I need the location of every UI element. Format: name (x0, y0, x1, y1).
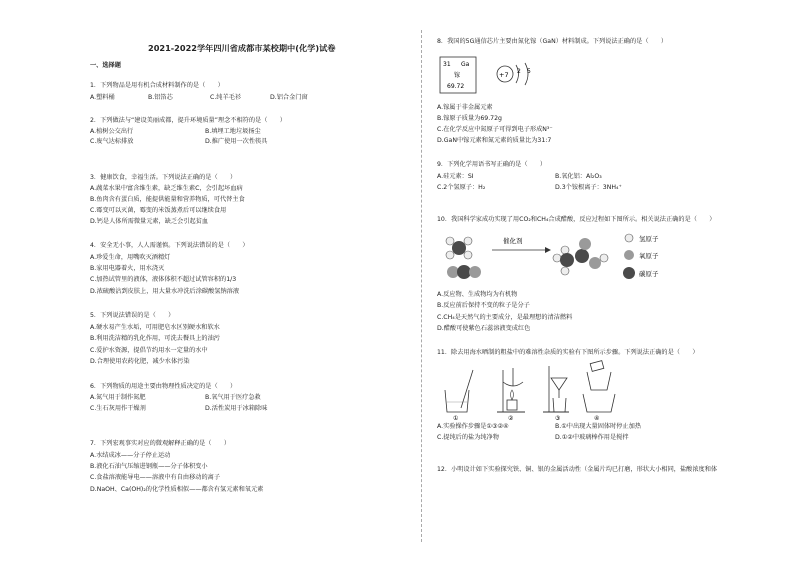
question-7-option-b: B.液化石油气压缩进钢瓶——分子体积变小 (90, 463, 208, 470)
question-9-option-c: C.2个氢原子：H₂ (437, 184, 486, 191)
apparatus-label-1: ① (453, 415, 459, 422)
question-3-option-c: C.霉变可以灭菌，霉变的米饭蒸煮后可以继续食用 (90, 207, 227, 214)
question-4-option-d: D.浓硫酸沾到皮肤上，用大量水冲洗后涂碳酸氢钠溶液 (90, 288, 240, 295)
nucleus-charge: +7 (499, 71, 509, 79)
legend-oxygen-label: 氧原子 (639, 252, 659, 260)
question-1-option-d: D.铝合金门窗 (270, 94, 308, 101)
question-1-option-c: C.纯羊毛衫 (210, 94, 242, 101)
element-number: 31 (443, 61, 451, 68)
question-2-option-a: A.植树公交出行 (90, 128, 134, 135)
question-12-stem: 12．小明设计如下实验探究铁、铜、银的金属活动性（金属片均已打磨，形状大小相同，盐酸浓度和体 (437, 466, 718, 473)
legend-oxygen-marker (624, 250, 634, 260)
question-4-option-c: C.加热试管里的液体，液体体积不超过试管容积的1/3 (90, 276, 237, 283)
question-10-option-d: D.醋酸可使紫色石蕊溶液变成红色 (437, 325, 531, 332)
question-1-option-a: A.塑料桶 (90, 94, 115, 101)
question-3-option-d: D.钙是人体所需微量元素，缺乏会引起贫血 (90, 218, 209, 225)
question-6-stem: 6．下列物质的用途主要由物理性质决定的是（ ） (90, 383, 237, 390)
question-9-option-b: B.氧化铝：Al₂O₃ (555, 173, 602, 180)
right-column (425, 0, 794, 562)
element-mass: 69.72 (447, 83, 465, 90)
apparatus-label-3: ③ (555, 415, 561, 422)
question-1-option-b: B.铝箔芯 (148, 94, 173, 101)
question-3-stem: 3．健康饮食，幸福生活。下列说法正确的是（ ） (90, 174, 237, 181)
legend (623, 234, 659, 279)
question-2-option-c: C.废气达标排放 (90, 138, 134, 145)
section-heading: 一、选择题 (90, 62, 121, 69)
question-7-option-c: C.食盐溶液能导电——溶液中有自由移动的离子 (90, 474, 221, 481)
lab-apparatus-figure (441, 360, 621, 424)
question-9-stem: 9．下列化学用语书写正确的是（ ） (437, 161, 547, 168)
apparatus-filter (543, 366, 569, 422)
page-title: 2021-2022学年四川省成都市某校期中(化学)试卷 (148, 43, 336, 53)
question-5-stem: 5．下列说法错误的是（ ） (90, 312, 175, 319)
question-4-stem: 4．安全无小事，人人需谨慎。下列说法错误的是（ ） (90, 242, 249, 249)
question-11-option-c: C.提纯后的盐为纯净物 (437, 434, 499, 441)
question-4-option-b: B.家用电器着火，用水浇灭 (90, 265, 165, 272)
question-7-option-d: D.NaOH、Ca(OH)₂的化学性质相似——都含有氢元素和氧元素 (90, 486, 264, 493)
legend-carbon-label: 碳原子 (639, 270, 659, 278)
question-9-option-d: D.3个铵根离子：3NH₄⁺ (555, 184, 622, 191)
shell-1-electrons: 2 (517, 68, 521, 75)
shell-2-electrons: 5 (527, 68, 531, 75)
question-6-option-b: B.氧气用于医疗急救 (205, 394, 261, 401)
arrow-head (545, 247, 551, 253)
reactant-methane (446, 237, 472, 259)
legend-hydrogen-marker (625, 234, 633, 242)
question-11-option-d: D.①②中玻璃棒作用是搅拌 (555, 434, 629, 441)
question-10-option-b: B.反应前后保持不变的粒子是分子 (437, 302, 530, 309)
apparatus-label-4: ④ (594, 415, 600, 422)
column-divider (421, 30, 422, 542)
legend-carbon-marker (623, 267, 635, 279)
question-4-option-a: A.珍爱生命，用嘴吹灭酒精灯 (90, 254, 171, 261)
question-7-option-a: A.水结成冰——分子停止运动 (90, 452, 171, 459)
question-10-stem: 10．我国科学家成功实现了用CO₂和CH₄合成醋酸，反应过程如下图所示。相关说法正确的是（ ） (437, 216, 716, 223)
element-symbol: Ga (461, 61, 470, 68)
question-1-stem: 1．下列物品是用有机合成材料制作的是（ ） (90, 82, 224, 89)
question-5-option-d: D.合理使用农药化肥，减少水体污染 (90, 358, 190, 365)
question-9-option-a: A.硅元素：SI (437, 173, 474, 180)
question-6-option-a: A.氮气用于制作氮肥 (90, 394, 146, 401)
question-2-option-b: B.填埋工地垃圾扬尘 (205, 128, 261, 135)
apparatus-evaporate (497, 368, 525, 422)
question-2-stem: 2．下列做法与“建设美丽成都，提升环境质量”理念不相符的是（ ） (90, 117, 286, 124)
apparatus-dissolve (445, 370, 473, 422)
question-5-option-a: A.硬水易产生水垢，可用肥皂水区别硬水和软水 (90, 324, 220, 331)
question-3-option-a: A.蔬菜水果中富含维生素，缺乏维生素C，会引起坏血病 (90, 185, 243, 192)
element-and-atom-figure (439, 56, 559, 96)
legend-hydrogen-label: 氢原子 (639, 235, 659, 243)
question-5-option-c: C.爱护水资源，提倡节约用水一定量的水中 (90, 347, 208, 354)
question-7-stem: 7．下列宏观事实对应的微观解释正确的是（ ） (90, 440, 231, 447)
question-8-option-c: C.在化学反应中氮原子可得到电子形成N³⁻ (437, 126, 553, 133)
question-3-option-b: B.鱼肉含有蛋白质，能提供能量和营养物质，可代替主食 (90, 196, 245, 203)
question-10-option-a: A.反应物、生成物均为有机物 (437, 291, 518, 298)
question-10-option-c: C.CH₄是天然气的主要成分，是最理想的清洁燃料 (437, 314, 573, 321)
question-8-option-b: B.镓原子质量为69.72g (437, 115, 502, 122)
question-8-option-d: D.GaN中镓元素和氮元素的质量比为31:7 (437, 137, 552, 144)
reactant-carbon-dioxide (447, 265, 481, 279)
catalyst-label: 催化剂 (503, 237, 523, 245)
question-6-option-d: D.活性炭用于冰箱除味 (205, 405, 268, 412)
question-6-option-c: C.生石灰用作干燥剂 (90, 405, 146, 412)
question-11-option-a: A.实验操作步骤是①③②④ (437, 423, 509, 430)
question-2-option-d: D.推广使用一次性筷具 (205, 138, 268, 145)
question-11-option-b: B.①中出现大量固体时停止加热 (555, 423, 642, 430)
reaction-diagram (437, 228, 697, 288)
question-5-option-b: B.利用洗洁精的乳化作用，可洗去餐具上的油污 (90, 335, 220, 342)
question-8-option-a: A.镓属于非金属元素 (437, 104, 493, 111)
question-8-stem: 8．我国的5G通信芯片主要由氮化镓（GaN）材料制成。下列说法正确的是（ ） (437, 38, 668, 45)
product-acetic-acid (553, 238, 608, 275)
question-11-stem: 11．除去用海水晒制的粗盐中的难溶性杂质的实验有下图所示步骤。下列说法正确的是（ ） (437, 349, 699, 356)
element-name: 镓 (454, 72, 461, 79)
apparatus-label-2: ② (508, 415, 514, 422)
apparatus-weigh (583, 361, 615, 422)
